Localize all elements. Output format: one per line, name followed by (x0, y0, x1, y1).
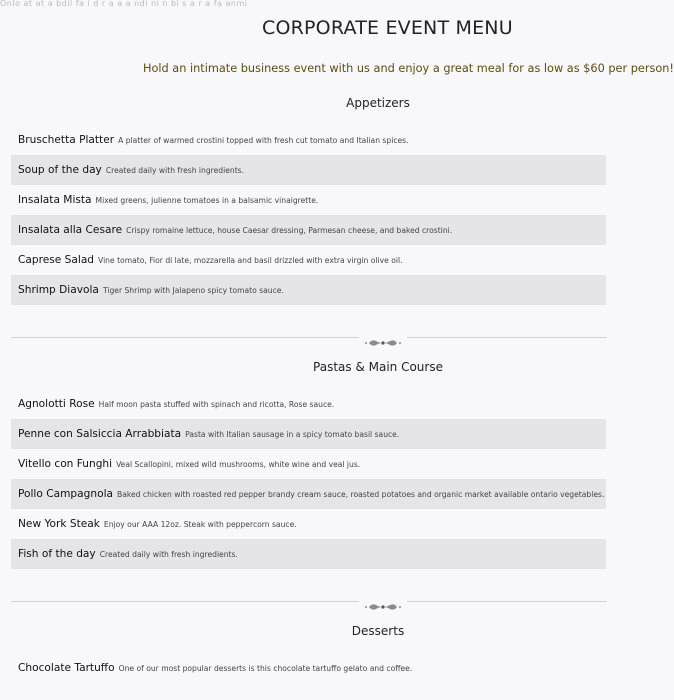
list-item (11, 125, 606, 155)
item-description: Created daily with fresh ingredients. (99, 549, 238, 559)
item-description: Created daily with fresh ingredients. (105, 165, 245, 175)
tagline: Hold an intimate business event with us and enjoy a great meal for as low as $60 per person! (143, 62, 674, 75)
section-divider (11, 333, 606, 343)
item-name: Agnolotti Rose (18, 398, 95, 410)
item-description: Mixed greens, julienne tomatoes in a balsamic vinaigrette. (95, 195, 319, 205)
appetizers-list (11, 125, 606, 305)
pastas-main-list (11, 389, 606, 569)
item-description: Crispy romaine lettuce, house Caesar dressing, Parmesan cheese, and baked crostini. (126, 225, 453, 235)
item-name: Pollo Campagnola (18, 488, 114, 500)
item-description: Veal Scallopini, mixed wild mushrooms, white wine and veal jus. (116, 459, 361, 469)
item-name: Fish of the day (18, 548, 96, 560)
section-title-desserts: Desserts (351, 624, 405, 638)
list-item (11, 215, 606, 245)
item-description: A platter of warmed crostini topped with fresh cut tomato and Italian spices. (118, 135, 409, 145)
item-description: Enjoy our AAA 12oz. Steak with peppercorn sauce. (103, 519, 297, 529)
item-name: Vitello con Funghi (18, 458, 113, 470)
list-item (11, 419, 606, 449)
item-name: Shrimp Diavola (18, 284, 99, 296)
list-item (11, 509, 606, 539)
list-item (11, 275, 606, 305)
section-title-appetizers: Appetizers (346, 96, 410, 110)
item-name: Insalata alla Cesare (18, 224, 123, 236)
item-description: Pasta with Italian sausage in a spicy tomato basil sauce. (185, 429, 400, 439)
page-title: CORPORATE EVENT MENU (262, 17, 513, 39)
item-description: Vine tomato, Fior di late, mozzarella and basil drizzled with extra virgin olive oil. (98, 255, 403, 265)
item-description: Half moon pasta stuffed with spinach and ricotta, Rose sauce. (98, 399, 335, 409)
item-name: Soup of the day (18, 164, 102, 176)
item-name: New York Steak (18, 518, 100, 530)
list-item (11, 185, 606, 215)
item-name: Chocolate Tartuffo (18, 662, 115, 674)
list-item (11, 449, 606, 479)
ornament-divider-icon (359, 338, 407, 348)
ornament-divider-icon (359, 602, 407, 612)
section-divider (11, 597, 606, 607)
top-strip: Onlo at at a bdil fa i d r a a a ndi ni n bi s a r a fa anmi (0, 0, 248, 8)
item-description: Baked chicken with roasted red pepper brandy cream sauce, roasted potatoes and organic market available ontario vegetables. (117, 489, 605, 499)
item-name: Caprese Salad (18, 254, 95, 266)
item-description: Tiger Shrimp with Jalapeno spicy tomato sauce. (102, 285, 284, 295)
list-item (11, 389, 606, 419)
list-item (11, 653, 606, 683)
list-item (11, 245, 606, 275)
list-item (11, 539, 606, 569)
item-name: Insalata Mista (18, 194, 92, 206)
item-name: Penne con Salsiccia Arrabbiata (18, 428, 182, 440)
desserts-list (11, 653, 606, 683)
list-item (11, 479, 606, 509)
section-title-pastas-main-course: Pastas & Main Course (313, 360, 443, 374)
item-description: One of our most popular desserts is this chocolate tartuffo gelato and coffee. (118, 663, 413, 673)
item-name: Bruschetta Platter (18, 134, 115, 146)
list-item (11, 155, 606, 185)
